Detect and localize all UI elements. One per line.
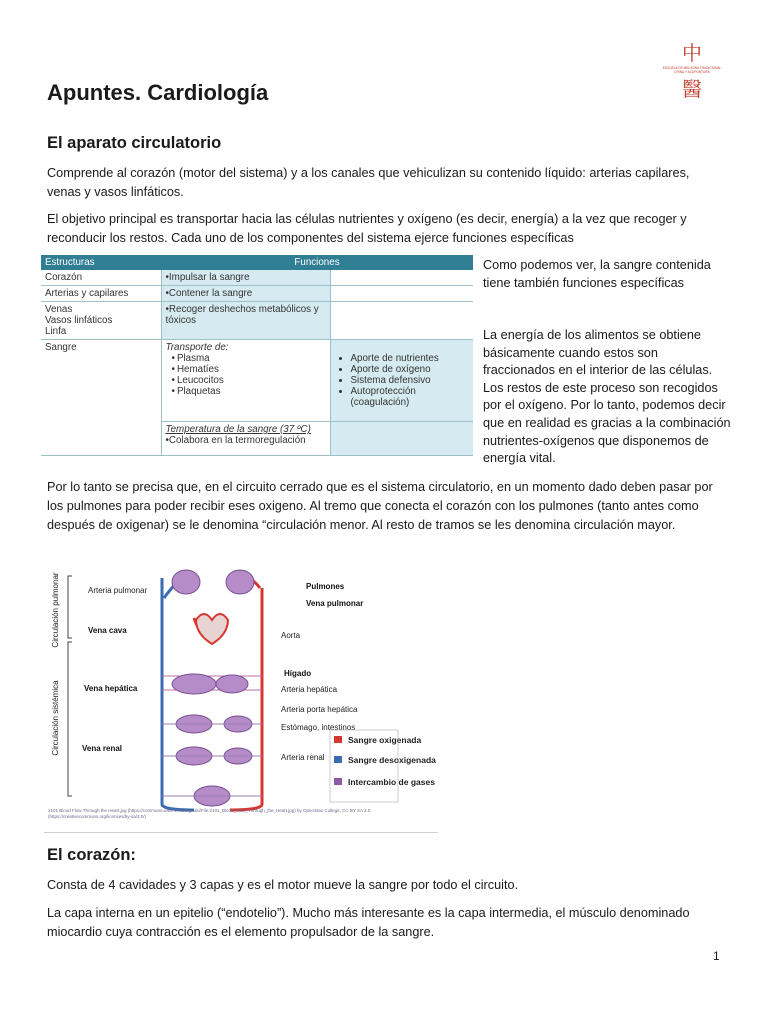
table-row: [41, 340, 473, 422]
diagram-legend: [330, 730, 436, 802]
circulatory-diagram: [44, 558, 444, 836]
page-number: 1: [713, 949, 720, 963]
svg-text:CHINA Y ACUPUNTURA: CHINA Y ACUPUNTURA: [674, 70, 710, 74]
diagram-credit: 2101 Blood Flow Through the Heart.jpg (https://commons.wikimedia.org/wiki/File:2101_Blood_Flow_Through_the_Heart.jpg) by OpenStax College, CC BY SA 3.0 (https://creativecommons.org/licenses/by-sa/3.0/): [48, 808, 371, 819]
paragraph-objetivo: El objetivo principal es transportar hacia las células nutrientes y oxígeno (es decir, energía) a la vez que recoger y reconducir los restos. Cada uno de los componentes del sistema ejerce funciones específicas: [47, 212, 687, 245]
label-vena-pulmonar: Vena pulmonar: [306, 599, 364, 608]
table-header-estructuras: Estructuras: [41, 255, 161, 270]
paragraph-circulacion: Por lo tanto se precisa que, en el circuito cerrado que es el sistema circulatorio, en un momento dado deben pasar por los pulmones para poder recibir eses oxigeno. Al tremo que conecta el corazón con los pulmones (tanto antes como después de oxigenar) se le denomina “circulación menor. Al resto de tramos se les denomina circulación mayor.: [47, 480, 713, 532]
table-cell: Corazón: [41, 270, 161, 286]
paragraph-cavidades: Consta de 4 cavidades y 3 capas y es el motor mueve la sangre por todo el circuito.: [47, 878, 519, 892]
table-cell: Temperatura de la sangre (37 ºC) •Colabora en la termoregulación: [161, 422, 330, 456]
table-cell: • Aporte de nutrientes • Aporte de oxígeno • Sistema defensivo • Autoprotección (coagulación): [330, 340, 473, 422]
logo-glyph-bottom: 醫: [682, 77, 702, 101]
side-paragraph-1: Como podemos ver, la sangre contenida tiene también funciones específicas: [483, 258, 711, 290]
table-cell: Arterias y capilares: [41, 286, 161, 302]
label-vena-hepatica: Vena hepática: [84, 684, 138, 693]
paragraph-capas: La capa interna en un epitelio (“endotelio”). Mucho más interesante es la capa intermedia, el músculo denominado miocardio cuya contracción es el elemento propulsador de la sangre.: [47, 906, 690, 939]
paragraph-intro: Comprende al corazón (motor del sistema) y a los canales que vehiculizan su contenido líquido: arterias capilares, venas y vasos linfáticos.: [47, 166, 690, 199]
label-vena-cava: Vena cava: [88, 626, 127, 635]
page-title: Apuntes. Cardiología: [47, 80, 269, 105]
svg-text:Sangre desoxigenada: Sangre desoxigenada: [348, 755, 436, 765]
school-logo: [662, 41, 722, 104]
label-estomago: Estómago, intestinos: [281, 723, 356, 732]
table-cell: •Impulsar la sangre: [161, 270, 330, 286]
label-arteria-porta: Arteria porta hepática: [281, 705, 358, 714]
table-row: [41, 286, 473, 302]
table-header-funciones: Funciones: [161, 255, 473, 270]
label-circulacion-sistemica: Circulación sistémica: [51, 680, 60, 756]
label-arteria-renal: Arteria renal: [281, 753, 325, 762]
label-aorta: Aorta: [281, 631, 301, 640]
capillary-liver: [172, 674, 216, 694]
table-cell: •Contener la sangre: [161, 286, 330, 302]
side-paragraph-2: La energía de los alimentos se obtiene básicamente cuando estos son fraccionados en el interior de las células. Los restos de este proceso son recogidos por el oxígeno. Por lo tanto, podemos decir que en realidad es gracias a la combinación nutrientes-oxígenos que disponemos de energía vital.: [483, 328, 731, 466]
table-cell: Venas Vasos linfáticos Linfa: [41, 302, 161, 340]
section-heading-corazon: El corazón:: [47, 846, 136, 864]
section-heading-aparato: El aparato circulatorio: [47, 134, 222, 152]
capillary-lungs: [172, 570, 254, 594]
svg-text:Arteria pulmonar: Arteria pulmonar: [88, 586, 148, 595]
table-cell: Sangre: [41, 340, 161, 456]
divider: [44, 832, 438, 833]
svg-text:Intercambio de gases: Intercambio de gases: [348, 777, 435, 787]
label-pulmones: Pulmones: [306, 582, 345, 591]
table-row: [41, 302, 473, 340]
logo-glyph-top: 中: [682, 41, 702, 65]
table-cell: •Recoger deshechos metabólicos y tóxicos: [161, 302, 330, 340]
table-cell: Transporte de: • Plasma • Hematíes • Leucocitos • Plaquetas: [161, 340, 330, 422]
svg-text:Sangre oxigenada: Sangre oxigenada: [348, 735, 422, 745]
label-vena-renal: Vena renal: [82, 744, 123, 753]
svg-text:ESCUELA DE MEDICINA TRADICIONA: ESCUELA DE MEDICINA TRADICIONAL: [662, 66, 722, 70]
functions-table: [41, 255, 473, 456]
label-arteria-hepatica: Arteria hepática: [281, 685, 338, 694]
label-circulacion-pulmonar: Circulación pulmonar: [51, 572, 60, 648]
table-row: [41, 270, 473, 286]
label-higado: Hígado: [284, 669, 312, 678]
